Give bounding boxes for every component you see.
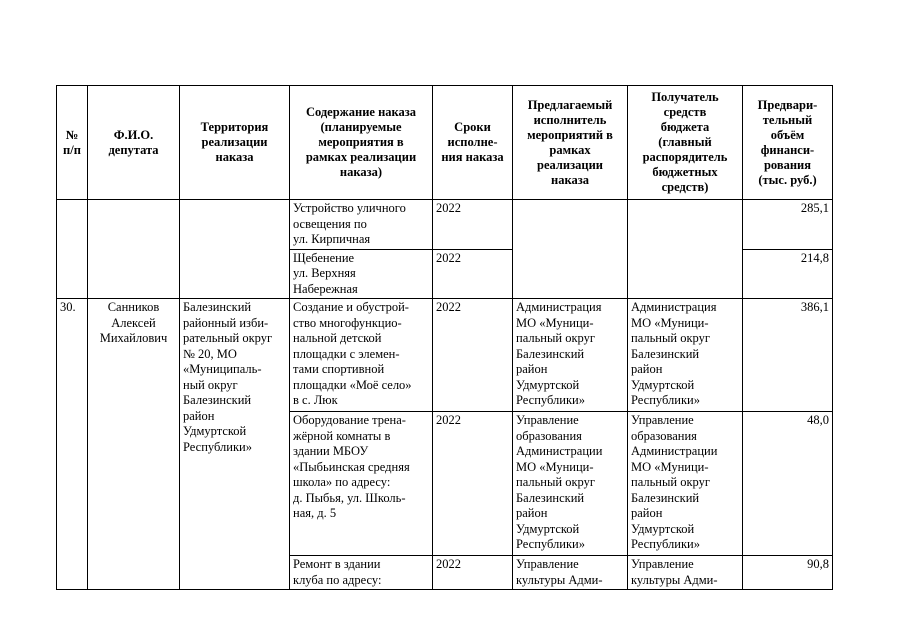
amount-cell: 214,8 (743, 249, 833, 299)
amount-cell: 48,0 (743, 412, 833, 556)
deputy-name-cell: Санников Алексей Михайлович (88, 299, 180, 590)
content-cell: Щебенение ул. Верхняя Набережная (290, 249, 433, 299)
term-cell: 2022 (433, 200, 513, 250)
term-cell: 2022 (433, 299, 513, 412)
term-cell: 2022 (433, 249, 513, 299)
recipient-cell-continued (628, 200, 743, 299)
term-cell: 2022 (433, 556, 513, 590)
territory-cell: Балезинский районный изби- рательный округ № 20, МО «Муниципаль- ный округ Балезинский район Удмуртской Республики» (180, 299, 290, 590)
amount-cell: 386,1 (743, 299, 833, 412)
content-cell: Оборудование трена- жёрной комнаты в здании МБОУ «Пыбьинская средняя школа» по адресу: д. Пыбья, ул. Школь- ная, д. 5 (290, 412, 433, 556)
header-number: № п/п (57, 86, 88, 200)
recipient-cell: Управление культуры Адми- (628, 556, 743, 590)
recipient-cell: Администрация МО «Муници- пальный округ Балезинский район Удмуртской Республики» (628, 299, 743, 412)
orders-table (56, 85, 833, 590)
term-cell: 2022 (433, 412, 513, 556)
deputy-cell-continued (88, 200, 180, 299)
header-territory: Территория реализации наказа (180, 86, 290, 200)
header-recipient: Получатель средств бюджета (главный распорядитель бюджетных средств) (628, 86, 743, 200)
recipient-cell: Управление образования Администрации МО «Муници- пальный округ Балезинский район Удмуртской Республики» (628, 412, 743, 556)
amount-cell: 90,8 (743, 556, 833, 590)
content-cell: Ремонт в здании клуба по адресу: (290, 556, 433, 590)
header-executor: Предлагаемый исполнитель мероприятий в рамках реализации наказа (513, 86, 628, 200)
header-content: Содержание наказа (планируемые мероприятия в рамках реализации наказа) (290, 86, 433, 200)
executor-cell-continued (513, 200, 628, 299)
content-cell: Устройство уличного освещения по ул. Кирпичная (290, 200, 433, 250)
territory-cell-continued (180, 200, 290, 299)
amount-cell: 285,1 (743, 200, 833, 250)
table-row (57, 200, 833, 250)
header-amount: Предвари- тельный объём финанси- рования (тыс. руб.) (743, 86, 833, 200)
header-deputy-name: Ф.И.О. депутата (88, 86, 180, 200)
number-cell: 30. (57, 299, 88, 590)
executor-cell: Управление культуры Адми- (513, 556, 628, 590)
number-cell-continued (57, 200, 88, 299)
header-row (57, 86, 833, 200)
executor-cell: Администрация МО «Муници- пальный округ Балезинский район Удмуртской Республики» (513, 299, 628, 412)
table-row (57, 299, 833, 412)
header-term: Сроки исполне- ния наказа (433, 86, 513, 200)
content-cell: Создание и обустрой- ство многофункцио- нальной детской площадки с элемен- тами спортивной площадки «Моё село» в с. Люк (290, 299, 433, 412)
executor-cell: Управление образования Администрации МО «Муници- пальный округ Балезинский район Удмуртской Республики» (513, 412, 628, 556)
